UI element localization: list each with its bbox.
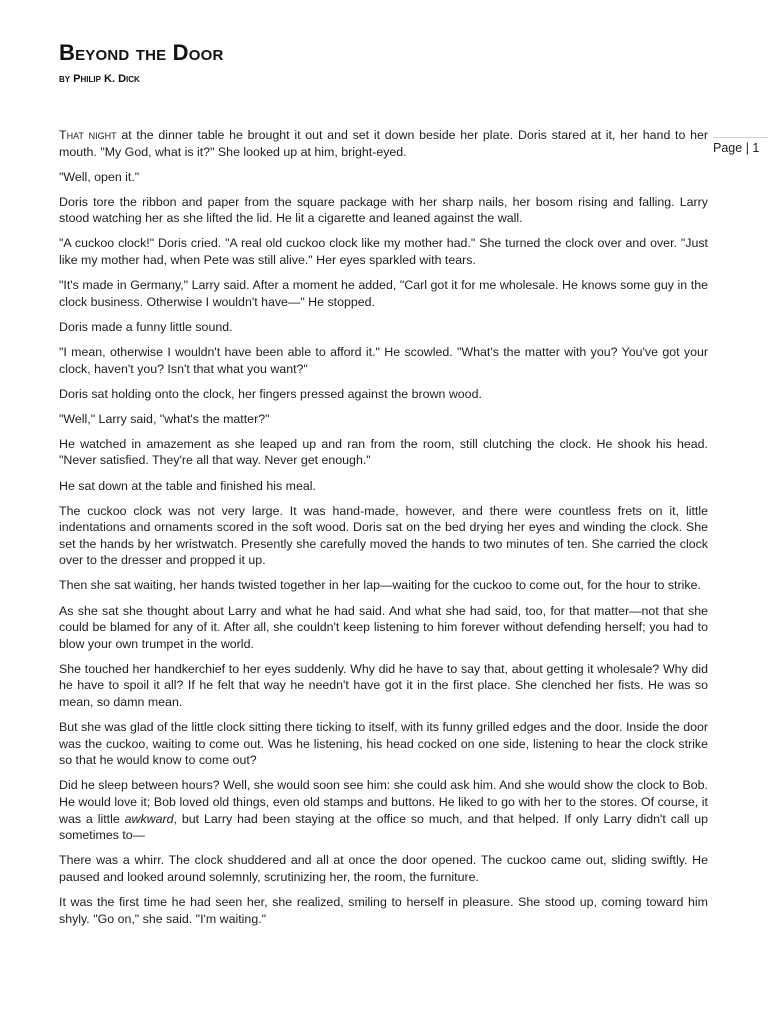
- paragraph: "Well, open it.": [59, 169, 140, 184]
- paragraph: [59, 127, 708, 160]
- paragraph: The cuckoo clock was not very large. It was hand-made, however, and there were countless frets on it, little indentations and ornaments scored in the soft wood. Doris sat on the bed drying her eyes and winding the clock. She set the hands by her wristwatch. Presently she carefully moved the hands to two minutes of ten. She carried the clock over to the dresser and propped it up.: [59, 503, 708, 568]
- paragraph: It was the first time he had seen her, she realized, smiling to herself in pleasure. She stood up, coming toward him shyly. "Go on," she said. "I'm waiting.": [59, 894, 708, 926]
- paragraph-text: Did he sleep between hours? Well, she would soon see him: she could ask him. And she would show the clock to Bob. He would love it; Bob loved old things, even old stamps and buttons. He liked to go with her to the stores. Of course, it was a little: [59, 778, 708, 826]
- paragraph: Doris tore the ribbon and paper from the square package with her sharp nails, her bosom rising and falling. Larry stood watching her as she lifted the lid. He lit a cigarette and leaned against the wall.: [59, 194, 708, 226]
- paragraph: As she sat she thought about Larry and what he had said. And what she had said, too, for that matter—not that she could be blamed for any of it. After all, she couldn't keep listening to him forever without defending herself; you had to blow your own trumpet in the world.: [59, 603, 708, 651]
- paragraph: Doris sat holding onto the clock, her fingers pressed against the brown wood.: [59, 386, 482, 401]
- paragraph: Doris made a funny little sound.: [59, 319, 233, 334]
- paragraph: "A cuckoo clock!" Doris cried. "A real old cuckoo clock like my mother had." She turned the clock over and over. "Just like my mother had, when Pete was still alive." Her eyes sparkled with tears.: [59, 236, 708, 268]
- story-title: Beyond the Door: [59, 40, 224, 65]
- paragraph-text: at the dinner table he brought it out and set it down beside her plate. Doris stared at it, her hand to her mouth. "My God, what is it?" She looked up at him, bright-eyed.: [59, 128, 709, 159]
- paragraph: He sat down at the table and finished his meal.: [59, 478, 316, 493]
- story-body: [59, 127, 708, 936]
- author-byline: by Philip K. Dick: [59, 73, 140, 85]
- paragraph: But she was glad of the little clock sitting there ticking to itself, with its funny grilled edges and the door. Inside the door was the cuckoo, waiting to come out. Was he listening, his head cocked on one side, listening to hear the clock strike so that he would know to come out?: [59, 720, 708, 768]
- page-label: Page: [713, 141, 743, 155]
- lead-in-small-caps: That night: [59, 128, 117, 142]
- paragraph: [59, 777, 708, 843]
- italic-word: awkward: [124, 811, 174, 826]
- paragraph: "It's made in Germany," Larry said. After a moment he added, "Carl got it for me wholesale. He knows some guy in the clock business. Otherwise I wouldn't have—" He stopped.: [59, 278, 708, 309]
- paragraph: "Well," Larry said, "what's the matter?": [59, 411, 270, 426]
- paragraph: There was a whirr. The clock shuddered and all at once the door opened. The cuckoo came out, sliding swiftly. He paused and looked around solemnly, scrutinizing her, the room, the furniture.: [59, 853, 708, 884]
- page-separator: |: [745, 141, 749, 155]
- page-number: 1: [752, 141, 760, 155]
- paragraph-text: , but Larry had been staying at the office so much, and that helped. If only Larry didn't call up sometimes to—: [59, 811, 708, 843]
- page-number-marker: [713, 137, 768, 155]
- paragraph: "I mean, otherwise I wouldn't have been able to afford it." He scowled. "What's the matter with you? You've got your clock, haven't you? Isn't that what you want?": [59, 344, 708, 376]
- paragraph: She touched her handkerchief to her eyes suddenly. Why did he have to say that, about getting it wholesale? Why did he have to spoil it all? If he felt that way he needn't have got it in the first place. She clenched her fists. He was so mean, so damn mean.: [59, 661, 708, 710]
- paragraph: Then she sat waiting, her hands twisted together in her lap—waiting for the cuckoo to come out, for the hour to strike.: [59, 578, 701, 593]
- paragraph: He watched in amazement as she leaped up and ran from the room, still clutching the clock. He shook his head. "Never satisfied. They're all that way. Never get enough.": [59, 436, 708, 468]
